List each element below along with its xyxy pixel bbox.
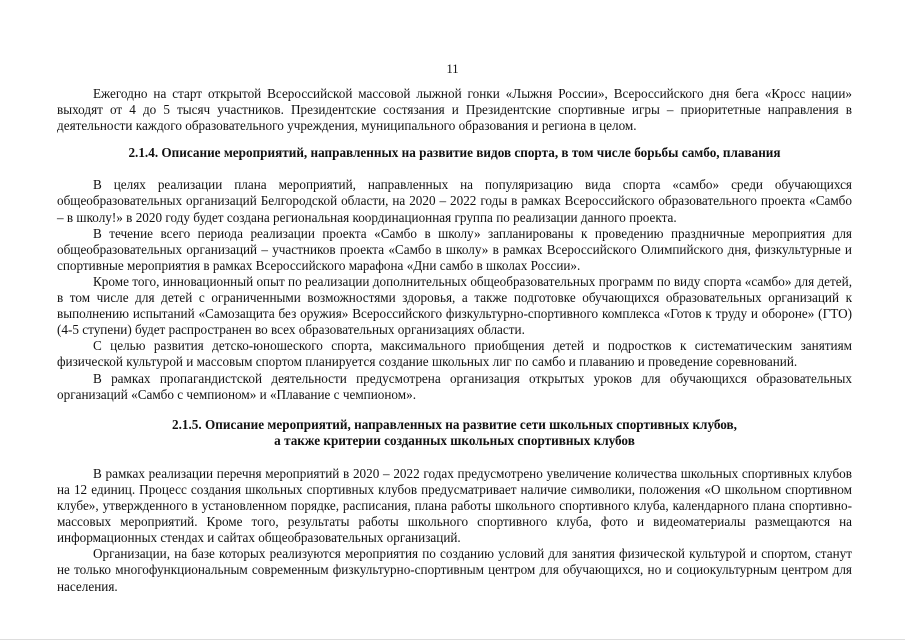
section-body-school-sports-clubs — [57, 466, 852, 595]
intro-paragraph: Ежегодно на старт открытой Всероссийской массовой лыжной гонки «Лыжня России», Всероссийского дня бега «Кросс нации» выходят от 4 до 5 тысяч участников. Президентские состязания и Президентские спортивные игры – приоритетные направления в деятельности каждого образовательного учреждения, муниципального образования и региона в целом. — [57, 86, 852, 134]
paragraph: С целью развития детско-юношеского спорта, максимального приобщения детей и подростков к систематическим занятиям физической культурой и массовым спортом планируется создание школьных лиг по самбо и плаванию и проведение соревнований. — [57, 338, 852, 370]
paragraph: В рамках реализации перечня мероприятий в 2020 – 2022 годах предусмотрено увеличение количества школьных спортивных клубов на 12 единиц. Процесс создания школьных спортивных клубов предусматривает наличие символики, положения «О школьном спортивном клубе», утвержденного в установленном порядке, расписания, плана работы школьного спортивного клуба, календарного плана спортивно-массовых мероприятий. Кроме того, результаты работы школьного спортивного клуба, фото и видеоматериалы размещаются на информационных стендах и сайтах общеобразовательных организаций. — [57, 465, 852, 546]
section-heading-sambo-swimming: 2.1.4. Описание мероприятий, направленных на развитие видов спорта, в том числе борьбы самбо, плавания — [128, 145, 781, 161]
heading-line: 2.1.5. Описание мероприятий, направленных на развитие сети школьных спортивных клубов, — [172, 416, 737, 432]
section-heading-school-sports-clubs — [57, 417, 852, 449]
heading-line: а также критерии созданных школьных спортивных клубов — [274, 432, 635, 448]
page-content — [57, 86, 852, 595]
paragraph: Кроме того, инновационный опыт по реализации дополнительных общеобразовательных программ по виду спорта «самбо» для детей, в том числе для детей с ограниченными возможностями здоровья, а также подготовке обучающихся образовательных организаций к выполнению испытаний «Самозащита без оружия» Всероссийского физкультурно-спортивного комплекса «Готов к труду и обороне» (ГТО) (4-5 ступени) будет распространен во всех образовательных организациях области. — [57, 273, 852, 338]
page-number: 11 — [446, 62, 459, 76]
paragraph: В целях реализации плана мероприятий, направленных на популяризацию вида спорта «самбо» среди обучающихся общеобразовательных организаций Белгородской области, на 2020 – 2022 годы в рамках Всероссийского образовательного проекта «Самбо – в школу!» в 2020 году будет создана региональная координационная группа по реализации данного проекта. — [57, 177, 852, 225]
paragraph: Организации, на базе которых реализуются мероприятия по созданию условий для занятия физической культурой и спортом, станут не только многофункциональным современным физкультурно-спортивным центром для обучающихся, но и социокультурным центром для населения. — [57, 546, 852, 594]
paragraph: В течение всего периода реализации проекта «Самбо в школу» запланированы к проведению праздничные мероприятия для общеобразовательных организаций – участников проекта «Самбо в школу» в рамках Всероссийского Олимпийского дня, физкультурные и спортивные мероприятия в рамках Всероссийского марафона «Дни самбо в школах России». — [57, 225, 852, 273]
paragraph: В рамках пропагандистской деятельности предусмотрена организация открытых уроков для обучающихся образовательных организаций «Самбо с чемпионом» и «Плавание с чемпионом». — [57, 370, 852, 402]
section-body-sambo-swimming — [57, 177, 852, 402]
